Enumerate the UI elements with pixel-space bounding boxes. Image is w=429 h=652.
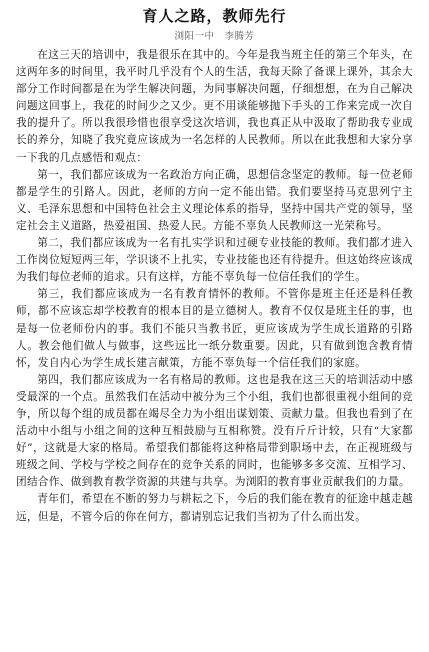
paragraph-point-1: 第一，我们都应该成为一名政治方向正确，思想信念坚定的教师。每一位老师都是学生的引路人。因此，老师的方向一定不能出错。我们要坚持马克思列宁主义、毛泽东思想和中国特色社会主义理论体系的指导，坚持中国共产党的领导，坚定社会主义道路，热爱祖国、热爱人民。方能不辜负人民教师这一光荣称号。 xyxy=(16,168,413,232)
document-byline: 浏阳一中 李腾芳 xyxy=(174,31,255,42)
document-title: 育人之路，教师先行 xyxy=(142,7,287,25)
paragraph-point-4: 第四，我们都应该成为一名有格局的教师。这也是我在这三天的培训活动中感受最深的一个点。虽然我们在活动中被分为三个小组，我们也都很重视小组间的竞争，所以每个组的成员都在竭尽全力为小组出谋划策、贡献力量。但我也看到了在活动中小组与小组之间的这种互相鼓励与互相称赞。没有斤斤计较，只有“大家都好”，这就是大家的格局。希望我们都能将这种格局带到职场中去，在正视班级与班级之间、学校与学校之间存在的竞争关系的同时，也能够多多交流、互相学习、团结合作、做到教育教学资源的共建与共享。为浏阳的教育事业贡献我们的力量。 xyxy=(16,373,413,489)
paragraph-closing: 青年们，希望在不断的努力与耕耘之下，今后的我们能在教育的征途中越走越远，但是，不管今后的你在何方，都请别忘记我们当初为了什么而出发。 xyxy=(16,493,413,523)
paragraph-point-2: 第二，我们都应该成为一名有扎实学识和过硬专业技能的教师。我们都才进入工作岗位短短两三年，学识谈不上扎实，专业技能也还有待提升。但这始终应该成为我们每位老师的追求。只有这样，方能不辜负每一位信任我们的学生。 xyxy=(16,237,413,284)
paragraph-intro: 在这三天的培训中，我是很乐在其中的。今年是我当班主任的第三个年头，在这两年多的时间里，我平时几乎没有个人的生活，我每天除了备课上课外，其余大部分工作时间都是在为学生解决问题，为同事解决问题，仔细想想，在为自己解决问题这回事上，我花的时间少之又少。更不用谈能够抛下手头的工作来完成一次自我的提升了。所以我很珍惜也很享受这次培训，我也真正从中汲取了帮助我专业成长的养分，知晓了我究竟应该成为一名怎样的人民教师。所以在此我想和大家分享一下我的几点感悟和观点： xyxy=(16,49,413,164)
paragraph-point-3: 第三，我们都应该成为一名有教育情怀的教师。不管你是班主任还是科任教师，都不应该忘却学校教育的根本目的是立德树人。教育不仅仅是班主任的事，也是每一位老师份内的事。我们不能只当教书匠，更应该成为学生成长道路的引路人。教会他们做人与做事，这些远比一纸分数重要。因此，只有做到饱含教育情怀，发自内心为学生成长建言献策，方能不辜负每一个信任我们的家庭。 xyxy=(16,288,413,369)
